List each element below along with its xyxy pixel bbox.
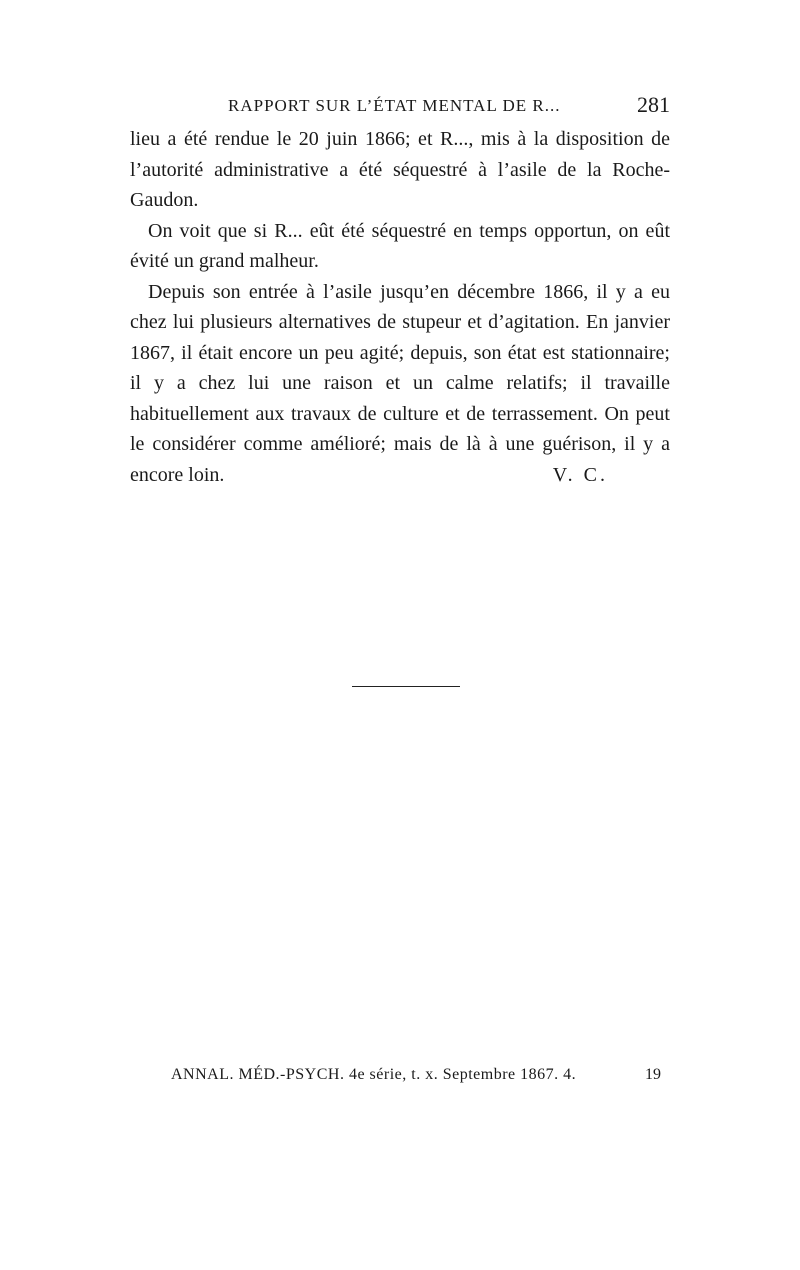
running-head	[130, 92, 670, 122]
paragraph-1: lieu a été rendue le 20 juin 1866; et R..., mis à la disposition de l’autorité administrative a été séquestré à l’asile de la Roche-Gaudon.	[130, 128, 670, 211]
running-head-title: RAPPORT SUR L’ÉTAT MENTAL DE R...	[228, 96, 561, 115]
section-end-rule	[352, 686, 460, 687]
journal-signature-line: ANNAL. MÉD.-PSYCH. 4e série, t. x. Septembre 1867. 4.	[171, 1066, 577, 1083]
author-signature: V. C.	[552, 463, 608, 486]
printer-footer	[171, 1066, 681, 1090]
sheet-number: 19	[645, 1066, 661, 1083]
paragraph-3	[130, 277, 670, 491]
paragraph-2: On voit que si R... eût été séquestré en temps opportun, on eût évité un grand malheur.	[130, 219, 670, 272]
page-number: 281	[637, 92, 670, 117]
body-text	[130, 124, 670, 490]
paragraph-3-text: Depuis son entrée à l’asile jusqu’en décembre 1866, il y a eu chez lui plusieurs alternatives de stupeur et d’agitation. En janvier 1867, il était encore un peu agité; depuis, son état est stationnaire; il y a chez lui une raison et un calme relatifs; il travaille habituellement aux travaux de culture et de terrassement. On peut le considérer comme amélioré; mais de là à une guérison, il y a encore loin.	[130, 280, 670, 486]
